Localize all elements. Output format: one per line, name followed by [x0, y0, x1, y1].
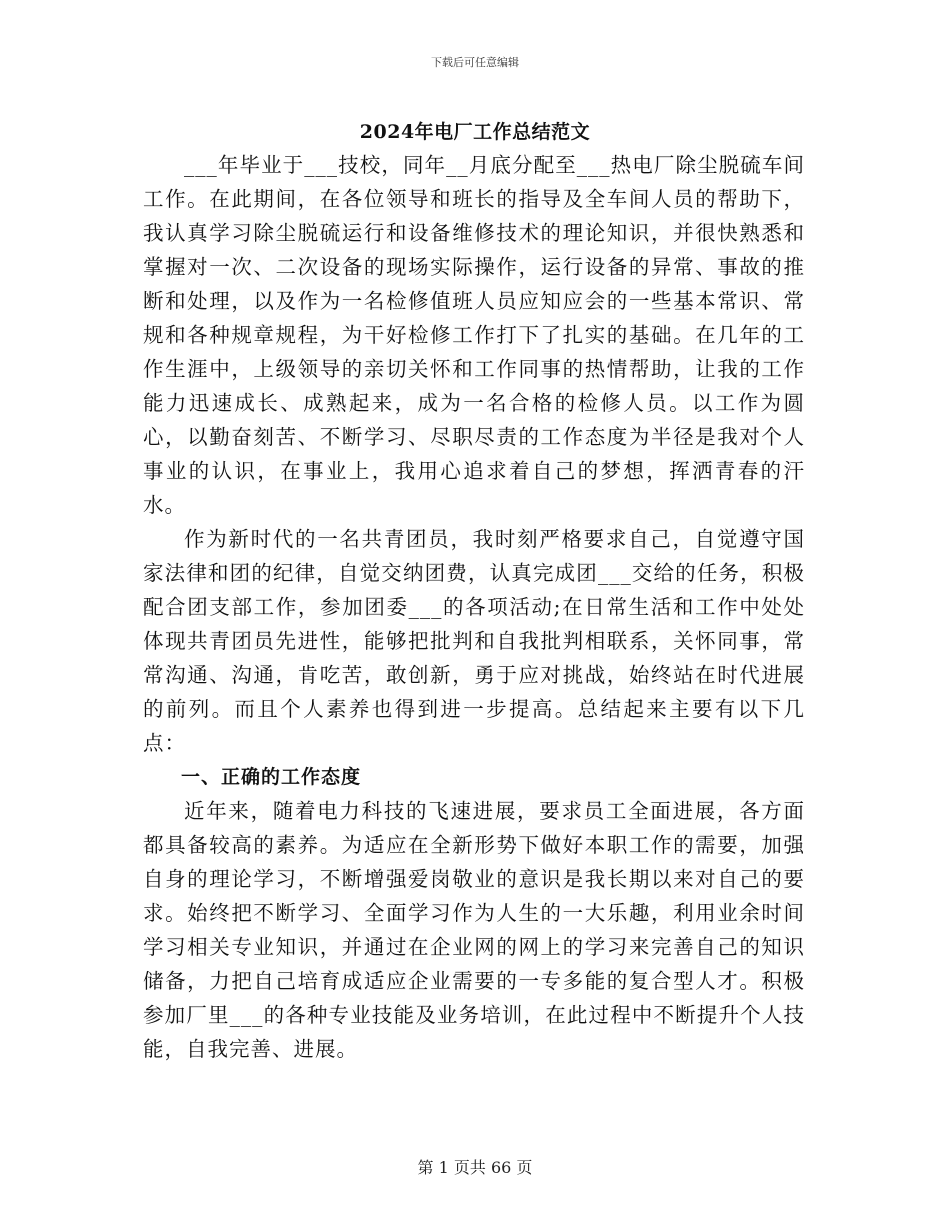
page-number-footer: 第 1 页共 66 页 [417, 1158, 533, 1177]
section-heading: 一、正确的工作态度 [181, 766, 362, 788]
header-note: 下载后可任意编辑 [431, 56, 519, 69]
document-title: 2024年电厂工作总结范文 [359, 121, 591, 143]
paragraph-league-member: 作为新时代的一名共青团员，我时刻严格要求自己，自觉遵守国家法律和团的纪律，自觉交纳团费，认真完成团___交给的任务，积极配合团支部工作，参加团委___的各项活动;在日常生活和工作中处处体现共青团员先进性，能够把批判和自我批判相联系，关怀同事，常常沟通、沟通，肯吃苦，敢创新，勇于应对挑战，始终站在时代进展的前列。而且个人素养也得到进一步提高。总结起来主要有以下几点： [143, 527, 805, 755]
paragraph-intro: ___年毕业于___技校，同年__月底分配至___热电厂除尘脱硫车间工作。在此期间，在各位领导和班长的指导及全车间人员的帮助下，我认真学习除尘脱硫运行和设备维修技术的理论知识，并很快熟悉和掌握对一次、二次设备的现场实际操作，运行设备的异常、事故的推断和处理，以及作为一名检修值班人员应知应会的一些基本常识、常规和各种规章规程，为干好检修工作打下了扎实的基础。在几年的工作生涯中，上级领导的亲切关怀和工作同事的热情帮助，让我的工作能力迅速成长、成熟起来，成为一名合格的检修人员。以工作为圆心，以勤奋刻苦、不断学习、尽职尽责的工作态度为半径是我对个人事业的认识，在事业上，我用心追求着自己的梦想，挥洒青春的汗水。 [143, 153, 805, 517]
document-body [143, 148, 805, 1066]
paragraph-work-attitude: 近年来，随着电力科技的飞速进展，要求员工全面进展，各方面都具备较高的素养。为适应在全新形势下做好本职工作的需要，加强自身的理论学习，不断增强爱岗敬业的意识是我长期以来对自己的要求。始终把不断学习、全面学习作为人生的一大乐趣，利用业余时间学习相关专业知识，并通过在企业网的网上的学习来完善自己的知识储备，力把自己培育成适应企业需要的一专多能的复合型人才。积极参加厂里___的各种专业技能及业务培训，在此过程中不断提升个人技能，自我完善、进展。 [143, 799, 805, 1061]
